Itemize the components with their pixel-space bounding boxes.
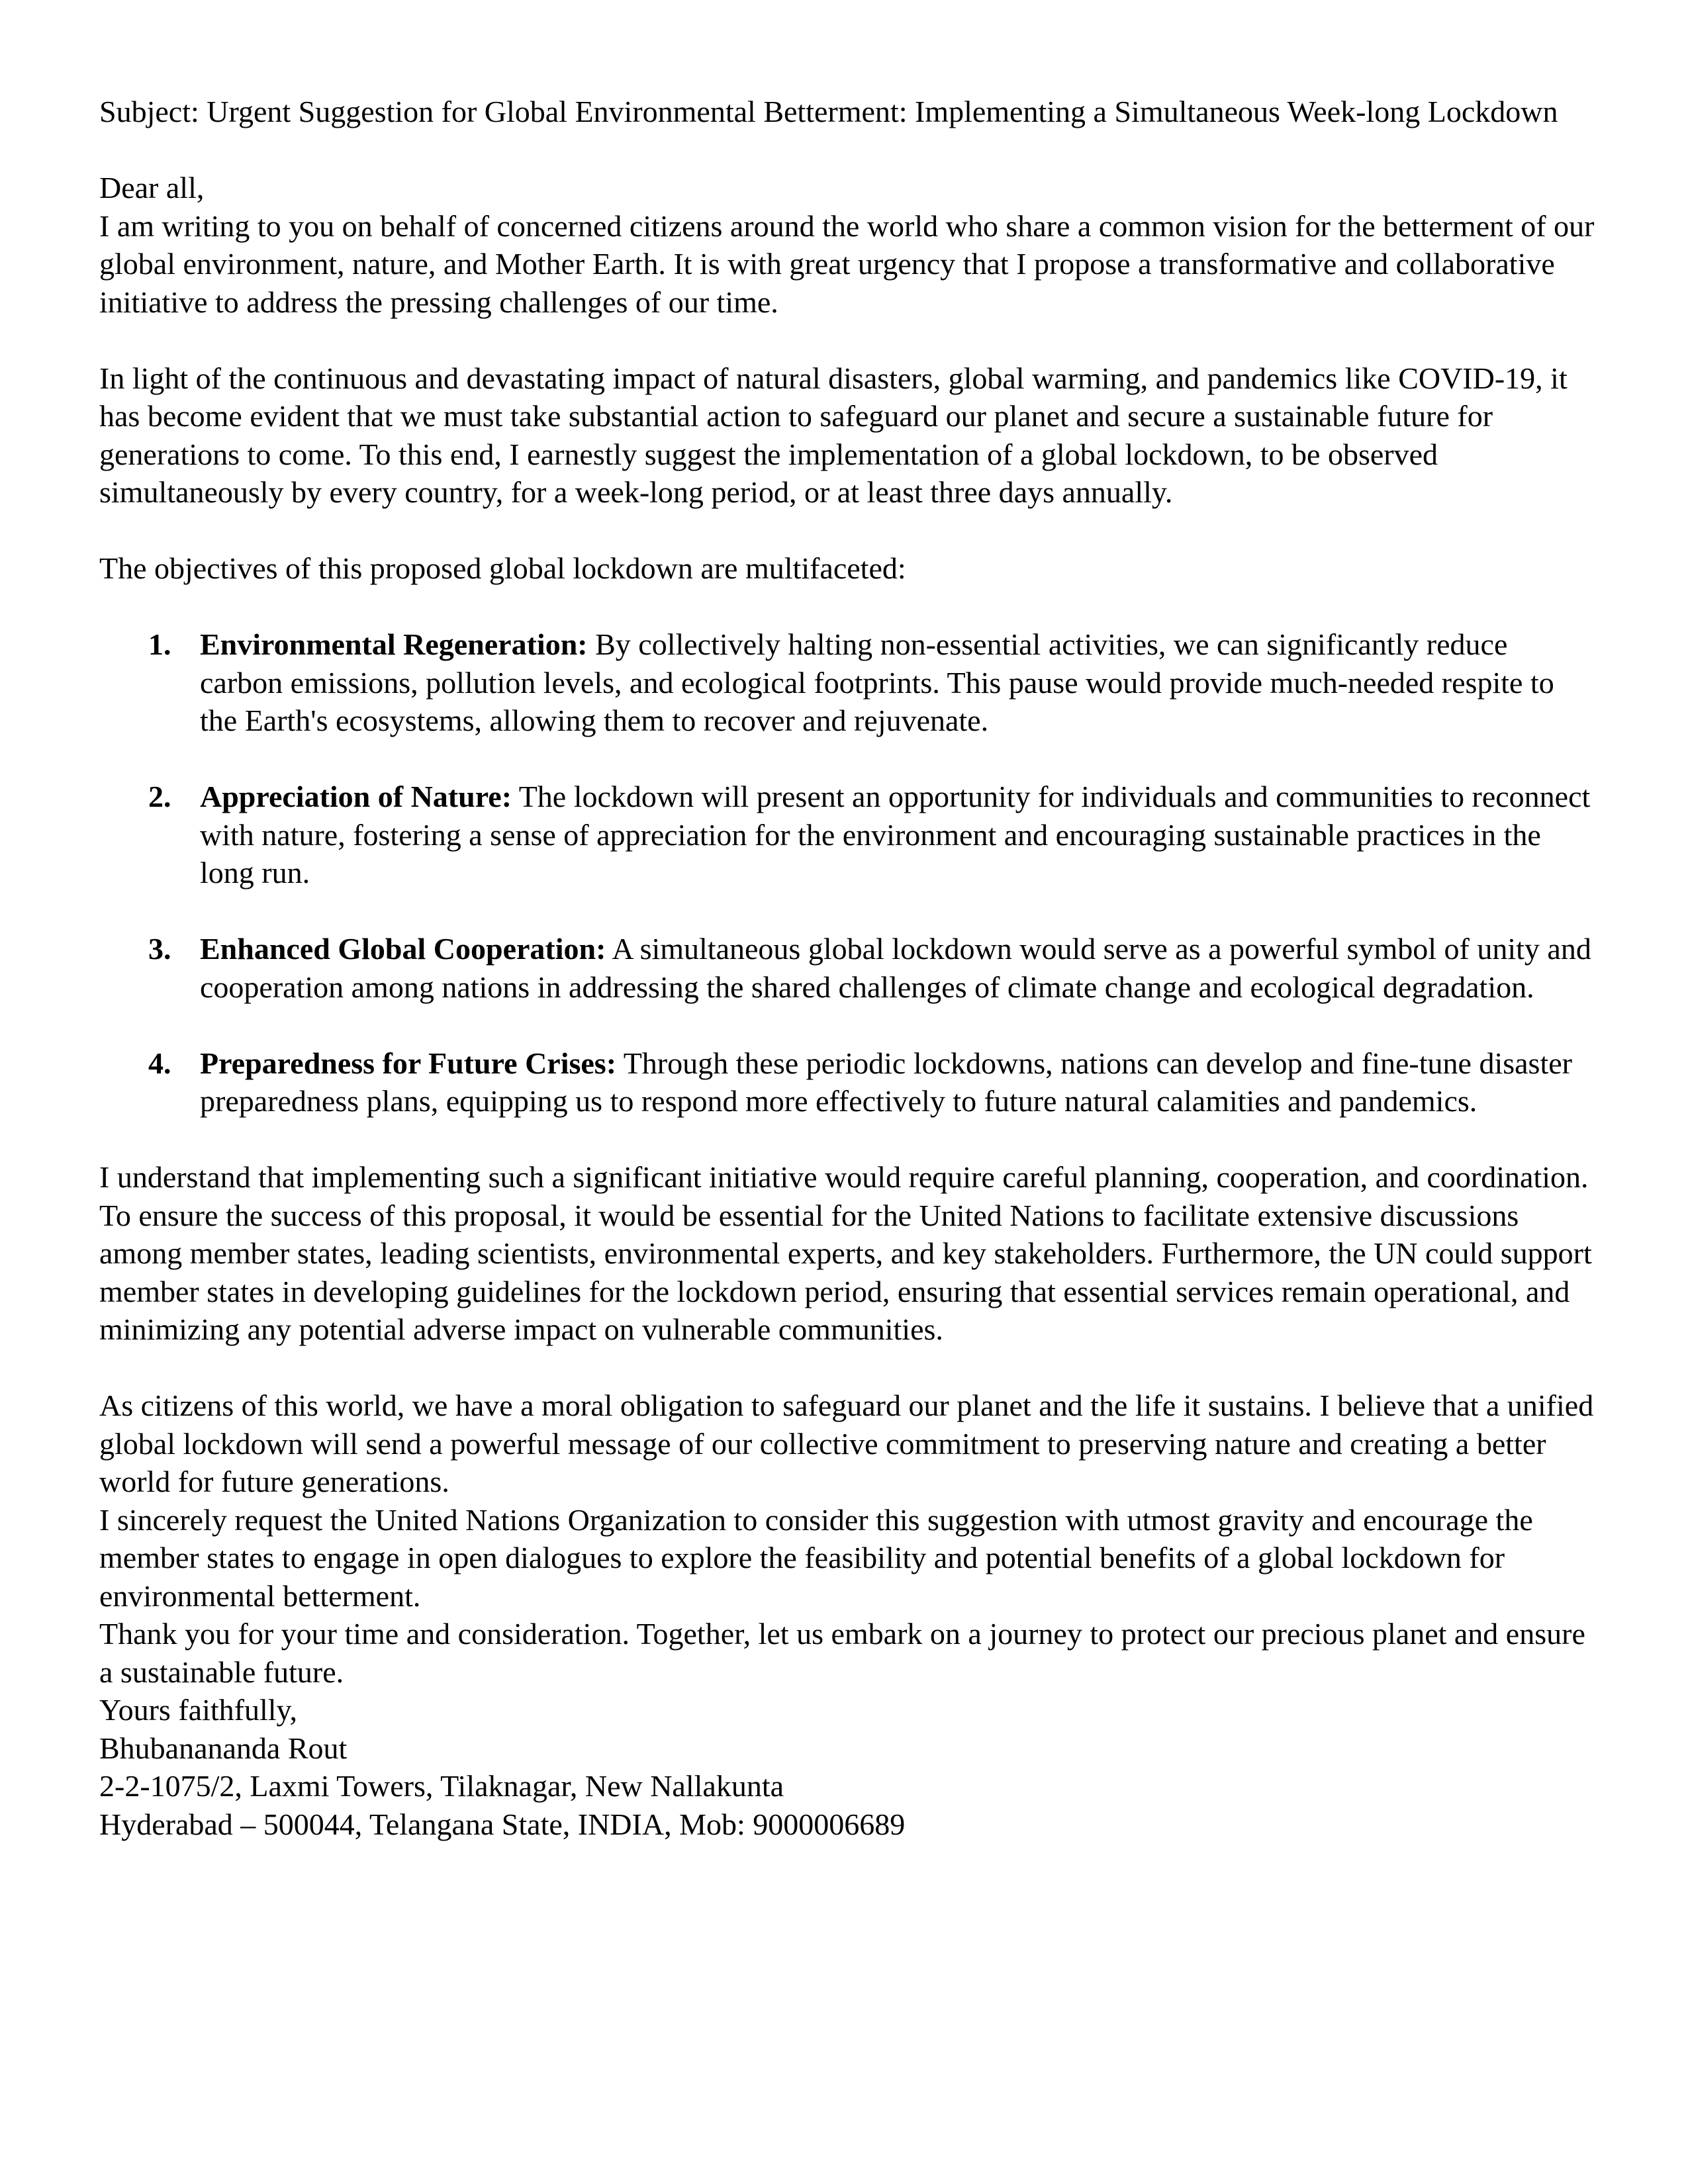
list-item-number: 4. [148, 1046, 171, 1080]
list-item-number: 1. [148, 627, 171, 661]
list-item [99, 625, 1595, 740]
closing-paragraph-2: I sincerely request the United Nations Organization to consider this suggestion with utmost gravity and encourage the member states to engage in open dialogues to explore the feasibility and potential benefits of a global lockdown for environmental betterment. [99, 1502, 1533, 1613]
letter-page [99, 93, 1595, 1843]
list-item-title: Environmental Regeneration: [200, 627, 588, 661]
intro-paragraph: I am writing to you on behalf of concerned citizens around the world who share a common vision for the betterment of our global environment, nature, and Mother Earth. It is with great urgency that I propose a transformative and collaborative initiative to address the pressing challenges of our time. [99, 208, 1595, 319]
objectives-list [99, 625, 1595, 1120]
list-item-number: 2. [148, 780, 171, 813]
list-item-title: Appreciation of Nature: [200, 780, 512, 813]
list-item [99, 1044, 1595, 1120]
list-item-text: By collectively halting non-essential activities, we can significantly reduce carbon emissions, pollution levels, and ecological footprints. This pause would provide much-needed respite to the Earth's ecosystems, allowing them to recover and rejuvenate. [200, 627, 1554, 737]
list-item-text: The lockdown will present an opportunity for individuals and communities to reconnect with nature, fostering a sense of appreciation for the environment and encouraging sustainable practices in the long run. [200, 780, 1591, 889]
list-item-number: 3. [148, 932, 171, 966]
list-item-text: A simultaneous global lockdown would serve as a powerful symbol of unity and cooperation among nations in addressing the shared challenges of climate change and ecological degradation. [200, 932, 1591, 1004]
signoff: Yours faithfully, [99, 1693, 298, 1727]
list-item-title: Preparedness for Future Crises: [200, 1046, 617, 1080]
closing-paragraph-1: As citizens of this world, we have a moral obligation to safeguard our planet and the life it sustains. I believe that a unified global lockdown will send a powerful message of our collective commitment to preserving nature and creating a better world for future generations. [99, 1388, 1594, 1498]
list-item-text: Through these periodic lockdowns, nations can develop and fine-tune disaster preparedness plans, equipping us to respond more effectively to future natural calamities and pandemics. [200, 1046, 1572, 1118]
address-line-1: 2-2-1075/2, Laxmi Towers, Tilaknagar, New Nallakunta [99, 1769, 784, 1803]
proposal-paragraph: In light of the continuous and devastating impact of natural disasters, global warming, and pandemics like COVID-19, it has become evident that we must take substantial action to safeguard our planet and secure a sustainable future for generations to come. To this end, I earnestly suggest the implementation of a global lockdown, to be observed simultaneously by every country, for a week-long period, or at least three days annually. [99, 361, 1568, 509]
closing-paragraph-3: Thank you for your time and consideration. Together, let us embark on a journey to protect our precious planet and ensure a sustainable future. [99, 1617, 1585, 1689]
list-item-title: Enhanced Global Cooperation: [200, 932, 606, 966]
objectives-intro: The objectives of this proposed global lockdown are multifaceted: [99, 551, 906, 585]
list-item [99, 930, 1595, 1006]
salutation: Dear all, [99, 171, 205, 205]
subject-line: Subject: Urgent Suggestion for Global Environmental Betterment: Implementing a Simultaneous Week-long Lockdown [99, 95, 1558, 128]
signature-block [99, 1691, 1595, 1843]
sender-name: Bhubanananda Rout [99, 1731, 348, 1765]
implementation-paragraph: I understand that implementing such a significant initiative would require careful planning, cooperation, and coordination. To ensure the success of this proposal, it would be essential for the United Nations to facilitate extensive discussions among member states, leading scientists, environmental experts, and key stakeholders. Furthermore, the UN could support member states in developing guidelines for the lockdown period, ensuring that essential services remain operational, and minimizing any potential adverse impact on vulnerable communities. [99, 1160, 1592, 1346]
address-line-2: Hyderabad – 500044, Telangana State, INDIA, Mob: 9000006689 [99, 1807, 906, 1841]
list-item [99, 778, 1595, 892]
